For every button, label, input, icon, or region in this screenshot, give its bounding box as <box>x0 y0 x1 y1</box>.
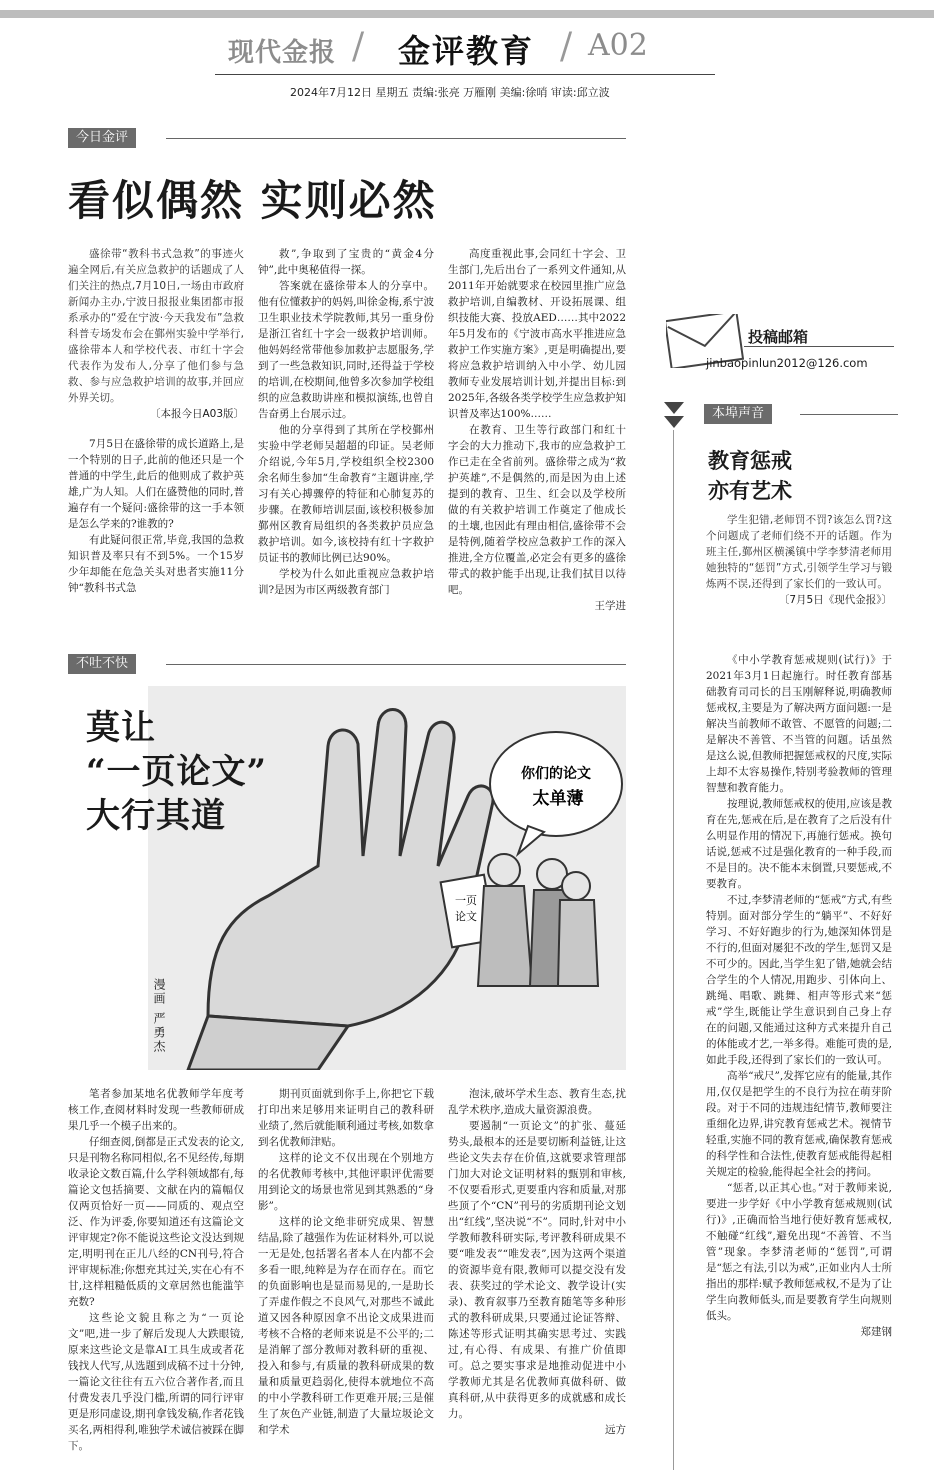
column-tag-today-commentary: 今日金评 <box>68 128 136 148</box>
paragraph: 要遏制“一页论文”的扩张、蔓延势头,最根本的还是要切断利益链,让这些论文失去存在价值,这就要求管理部门加大对论文证明材料的甄别和审核,不仅要看形式,更要重内容和质量,对那些顶了个“CN”刊号的劣质期刊论文划出“红线”,坚决说“不”。同时,针对中小学教师教科研实际,考评教科研成果不要“唯发表”“唯发表”,因为这两个渠道的资源毕竟有限,教师可以提交没有发表、获奖过的学术论文、教学设计(实录)、教育叙事乃至教育随笔等多种形式的教科研成果,只要通过论证答辩、陈述等形式证明其确实思考过、实践过,有心得、有成果、有推广价值即可。总之要实事求是地推动促进中小学教师尤其是名优教师真做科研、做真科研,从中获得更多的成就感和成长力。 <box>448 1120 626 1420</box>
title-line: 莫让 <box>86 708 156 748</box>
speech-text: 太单薄 <box>532 789 584 809</box>
newspaper-name: 现代金报 <box>228 38 337 68</box>
paragraph: 7月5日在盛徐带的成长道路上,是一个特别的日子,此前的他还只是一个普通的中学生,此后的他则成了救护英雄,广为人知。人们在盛赞他的同时,普遍存有一个疑问:盛徐带的这一手本领是怎么学来的?谁教的? <box>68 438 244 530</box>
paper-label: 一页 <box>455 894 477 907</box>
top-article-lead: 盛徐带“教科书式急救”的事迹火遍全网后,有关应急救护的话题成了人们关注的热点,7月10日,一场由市政府新闻办主办,宁波日报报业集团都市报系承办的“爱在宁波·今天我发布”急救科普专场发布会在鄞州实验中学举行,盛徐带本人和学校代表、市红十字会代表作为发布人,分享了他们参与急救、参与应急救护培训的故事,并回应外界关切。 <box>68 248 244 404</box>
side-article-lead-box <box>706 512 892 644</box>
figure-body <box>558 900 598 986</box>
top-article-column-1 <box>68 246 244 624</box>
paragraph: 这样的论文不仅出现在个别地方的名优教师考核中,其他评职评优需要用到论文的场景也常见到其熟悉的“身影”。 <box>258 1152 434 1212</box>
mailbox-email: jinbaopinlun2012@126.com <box>706 356 868 370</box>
figure-head <box>488 854 520 886</box>
paragraph: 《中小学教育惩戒规则(试行)》于2021年3月1日起施行。时任教育部基础教育司司长的吕玉刚解释说,明确教师惩戒权,主要是为了解决两方面问题:一是解决当前教师不敢管、不愿管的问题;二是解决不善管、不当管的问题。话虽然是这么说,但教师把握惩戒权的尺度,实际上却不太容易操作,特别考验教师的管理智慧和教育能力。 <box>706 654 892 794</box>
paragraph: 他的分享得到了其所在学校鄞州实验中学老师吴超超的印证。吴老师介绍说,今年5月,学校组织全校2300余名师生参加“生命教育”主题讲座,学习有关心搏骤停的特征和心肺复苏的步骤。在教师培训层面,该校积极参加鄞州区教育局组织的各类救护员应急救护培训。如今,该校持有红十字救护员证书的教师比例已达90%。 <box>258 424 434 564</box>
tag-rule <box>166 664 626 665</box>
top-decorative-bar <box>0 10 934 18</box>
headline-line: 亦有艺术 <box>708 478 792 503</box>
mailbox-title: 投稿邮箱 <box>748 328 809 346</box>
slash-divider: / <box>560 26 573 67</box>
tag-rule <box>800 414 898 415</box>
bottom-article-title <box>86 706 267 838</box>
paragraph: 答案就在盛徐带本人的分享中。他有位懂救护的妈妈,叫徐金梅,系宁波卫生职业技术学院教师,其另一重身份是浙江省红十字会一级救护培训师。他妈妈经常带他参加救护志愿服务,学到了一些急救知识,同时,还得益于学校的培训,在校期间,他曾多次参加学校组织的应急救助讲座和模拟演练,也曾自告奋勇上台展示过。 <box>258 280 434 420</box>
paragraph: 救”,争取到了宝贵的“黄金4分钟”,此中奥秘值得一探。 <box>258 248 434 276</box>
bottom-article-column-1 <box>68 1086 244 1466</box>
side-article-lead-source: 〔7月5日《现代金报》〕 <box>778 594 892 606</box>
speech-text: 你们的论文 <box>521 766 591 782</box>
paragraph: 高举“戒尺”,发挥它应有的能量,其作用,仅仅是把学生的不良行为拉在萌芽阶段。对于不同的违规违纪情节,教师要注重细化边界,讲究教育惩戒艺术。视情节轻重,实施不同的教育惩戒,确保教育惩戒的科学性和合法性,使教育惩戒能得起相关规定的检验,能得起全社会的拷问。 <box>706 1070 892 1178</box>
title-line: “一页论文” <box>86 752 268 792</box>
paragraph: 在教育、卫生等行政部门和红十字会的大力推动下,我市的应急救护工作已走在全省前列。盛徐带之成为“救护英雄”,不是偶然的,而是因为由上述提到的教育、卫生、红会以及学校所做的有关救护培训工作奠定了他成长的土壤,也因此有理由相信,盛徐带不会是特例,随着学校应急救护工作的深入推进,全方位覆盖,必定会有更多的盛徐带式的救护能手出现,让我们拭目以待吧。 <box>448 424 626 596</box>
headline-line: 教育惩戒 <box>708 448 792 473</box>
side-article-headline <box>708 446 792 506</box>
slash-divider: / <box>352 26 365 67</box>
column-tag-local-voices: 本埠声音 <box>704 404 772 424</box>
top-article-lead-source: 〔本报今日A03版〕 <box>149 408 244 420</box>
paragraph: 这样的论文绝非研究成果、智慧结晶,除了越强作为佐证材料外,可以说一无是处,包括署名者本人在内都不会多看一眼,纯粹是为存在而存在。而它的负面影响也是显而易见的,一是助长了弄虚作假之不良风气,对那些不诚此道又因各种原因拿不出论文成果进而考核不合格的老师来说是不公平的;二是消解了部分教师对教科研的重视、投入和参与,有质量的教科研成果的数量和质量更趋弱化,使得本就地位不高的中小学教科研工作更难开展;三是催生了灰色产业链,制造了大量垃圾论文和学术 <box>258 1216 434 1436</box>
bottom-article-column-2 <box>258 1086 434 1466</box>
top-article-headline: 看似偶然 实则必然 <box>68 176 437 225</box>
bottom-article-column-3 <box>448 1086 626 1466</box>
column-tag-speak-out: 不吐不快 <box>68 654 136 674</box>
side-article-body <box>706 652 892 1464</box>
paragraph: “惩者,以正其心也。”对于教师来说,要进一步学好《中小学教育惩戒规则(试行)》,正确而恰当地行使好教育惩戒权,不触碰“红线”,避免出现“不善管、不当管”现象。李梦清老师的“惩罚”,可谓是“惩之有法,引以为戒”,正如业内人士所指出的那样:赋予教师惩戒权,不是为了让学生向教师低头,而是要教育学生向规则低头。 <box>706 1182 892 1322</box>
tag-rule <box>166 138 626 139</box>
paragraph: 这些论文貌且称之为“一页论文”吧,进一步了解后发现人大跌眼镜,原来这些论文是靠AI工具生成或者花钱找人代写,从选题到成稿不过十分钟,一篇论文往往有五六位合著作者,而且付费发表几乎没门槛,所谓的同行评审更是形同虚设,期刊拿钱发稿,作者花钱买名,两相得利,唯独学术诚信被踩在脚下。 <box>68 1312 244 1452</box>
top-article-column-3 <box>448 246 626 624</box>
paragraph: 泡沫,破坏学术生态、教育生态,扰乱学术秩序,造成大量资源浪费。 <box>448 1088 626 1116</box>
masthead-rule <box>215 74 715 75</box>
page-number: A02 <box>588 28 648 63</box>
bottom-article-byline: 远方 <box>605 1424 626 1436</box>
paragraph: 有此疑问很正常,毕竟,我国的急救知识普及率只有不到5%。一个15岁少年却能在危急关头对患者实施11分钟“教科书式急 <box>68 534 244 594</box>
speech-bubble <box>490 732 622 836</box>
chevron-down-icon <box>664 402 684 432</box>
section-title: 金评教育 <box>398 32 535 70</box>
figure-head <box>562 872 590 900</box>
paragraph: 高度重视此事,会同红十字会、卫生部门,先后出台了一系列文件通知,从2011年开始就要求在校园里推广应急救护培训,自编教材、开设拓展课、组织技能大赛、投放AED……其中2022年5月发布的《宁波市高水平推进应急救护工作实施方案》,更是明确提出,要将应急救护培训纳入中小学、幼儿园教师专业发展培训计划,并提出目标:到2025年,各级各类学校学生应急救护知识普及率达100%…… <box>448 248 626 420</box>
side-article-byline: 郑建钢 <box>860 1326 892 1338</box>
sleeve <box>188 1016 348 1070</box>
paragraph: 笔者参加某地名优教师学年度考核工作,查阅材料时发现一些教师研成果几乎一个模子出来的。 <box>68 1088 244 1132</box>
mailbox-rule <box>744 346 894 347</box>
top-article-column-2 <box>258 246 434 624</box>
paragraph: 学校为什么如此重视应急救护培训?是因为市区两级教育部门 <box>258 568 434 596</box>
paragraph: 期刊页面就到你手上,你把它下载打印出来足够用来证明自己的教科研业绩了,然后就能顺利通过考核,如数拿到名优教师津贴。 <box>258 1088 434 1148</box>
paper-label: 论文 <box>455 910 477 923</box>
side-column-divider <box>673 430 674 1470</box>
dateline: 2024年7月12日 星期五 责编:张亮 万雁刚 美编:徐哨 审读:邱立波 <box>290 86 610 99</box>
figure-body <box>478 886 532 986</box>
title-line: 大行其道 <box>86 796 226 836</box>
paragraph: 不过,李梦清老师的“惩戒”方式,有些特别。面对部分学生的“躺平”、不好好学习、不好好跑步的行为,她深知体罚是不行的,但面对屡犯不改的学生,惩罚又是不可少的。因此,当学生犯了错,她就会结合学生的个人情况,用跑步、引体向上、跳绳、唱歌、跳舞、相声等形式来“惩戒”学生,既能让学生意识到自己身上存在的问题,又能通过这种方式来提升自己的体能或才艺,一举多得。难能可贵的是,如此手段,还得到了家长们的一致认可。 <box>706 894 892 1066</box>
paragraph: 按理说,教师惩戒权的使用,应该是教育在先,惩戒在后,是在教育了之后没有什么明显作用的情况下,再施行惩戒。换句话说,惩戒不过是强化教育的一种手段,而不是目的。决不能本末倒置,只要惩戒,不要教育。 <box>706 798 892 890</box>
paragraph: 仔细查阅,倒都是正式发表的论文,只是刊物名称同相似,名不见经传,每期收录论文数百篇,什么学科领域都有,每篇论文包括摘要、文献在内的篇幅仅仅两页恰好一页——同质的、观点空泛、作为评委,你要知道还有这篇论文评审规定?你不能说这些论文没达到规定,明明刊在正儿八经的CN刊号,符合评审规标准;你想充其过关,实在心有不甘,这样粗糙低质的文章居然也能滥竽充数? <box>68 1136 244 1308</box>
side-article-lead: 学生犯错,老师罚不罚?该怎么罚?这个问题成了老师们绕不开的话题。作为班主任,鄞州区横溪镇中学李梦清老师用她独特的“惩罚”方式,引领学生学习与锻炼两不误,还得到了家长们的一致认可。 <box>706 514 892 590</box>
top-article-byline: 王学进 <box>594 600 626 612</box>
cartoon-credit: 漫画 严勇杰 <box>152 978 166 1054</box>
